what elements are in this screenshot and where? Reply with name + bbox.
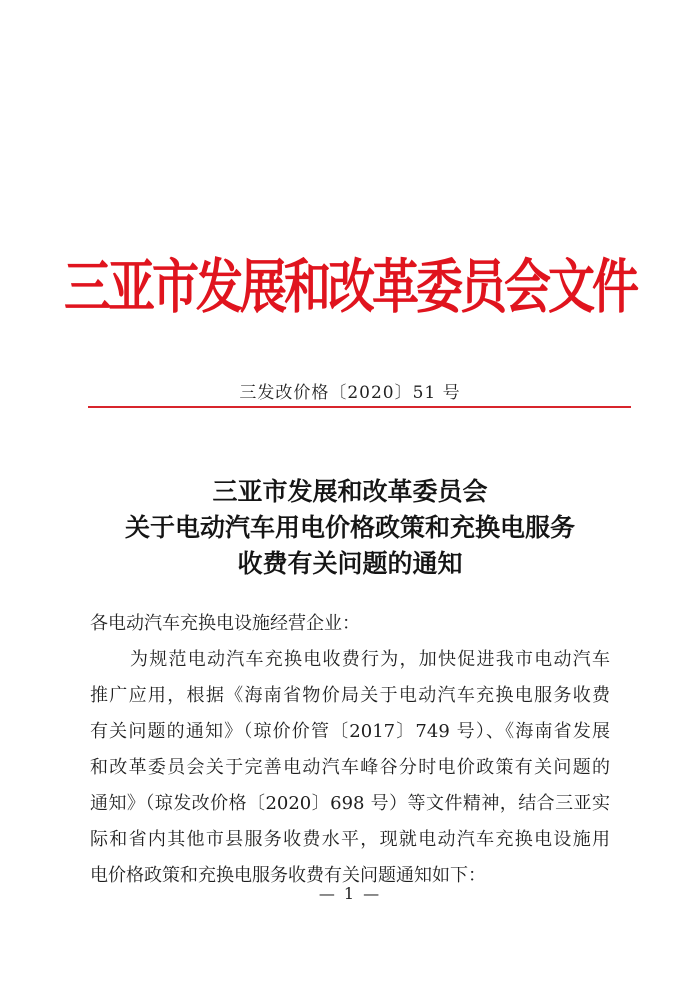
body-paragraph-line: 和改革委员会关于完善电动汽车峰谷分时电价政策有关问题的 bbox=[90, 757, 610, 778]
notice-title-line-1: 三亚市发展和改革委员会 bbox=[212, 477, 488, 506]
document-number: 三发改价格〔2020〕51 号 bbox=[239, 383, 461, 403]
notice-title bbox=[0, 474, 700, 582]
addressee: 各电动汽车充换电设施经营企业： bbox=[90, 613, 360, 634]
red-separator-line bbox=[88, 406, 631, 408]
body-paragraph-line: 推广应用，根据《海南省物价局关于电动汽车充换电服务收费 bbox=[90, 685, 610, 706]
body-paragraph-line: 电价格政策和充换电服务收费有关问题通知如下： bbox=[90, 865, 486, 886]
body-paragraph-line: 为规范电动汽车充换电收费行为，加快促进我市电动汽车 bbox=[130, 649, 610, 670]
body-paragraph-line: 通知》（琼发改价格〔2020〕698 号）等文件精神，结合三亚实 bbox=[90, 793, 610, 814]
notice-title-line-3: 收费有关问题的通知 bbox=[237, 549, 463, 578]
notice-title-line-2: 关于电动汽车用电价格政策和充换电服务 bbox=[124, 513, 575, 542]
page-number: — 1 — bbox=[318, 884, 382, 903]
document-header-title: 三亚市发展和改革委员会文件 bbox=[64, 253, 636, 322]
body-paragraph-line: 有关问题的通知》（琼价价管〔2017〕749 号）、《海南省发展 bbox=[90, 721, 610, 742]
body-paragraph-line: 际和省内其他市县服务收费水平，现就电动汽车充换电设施用 bbox=[90, 829, 610, 850]
